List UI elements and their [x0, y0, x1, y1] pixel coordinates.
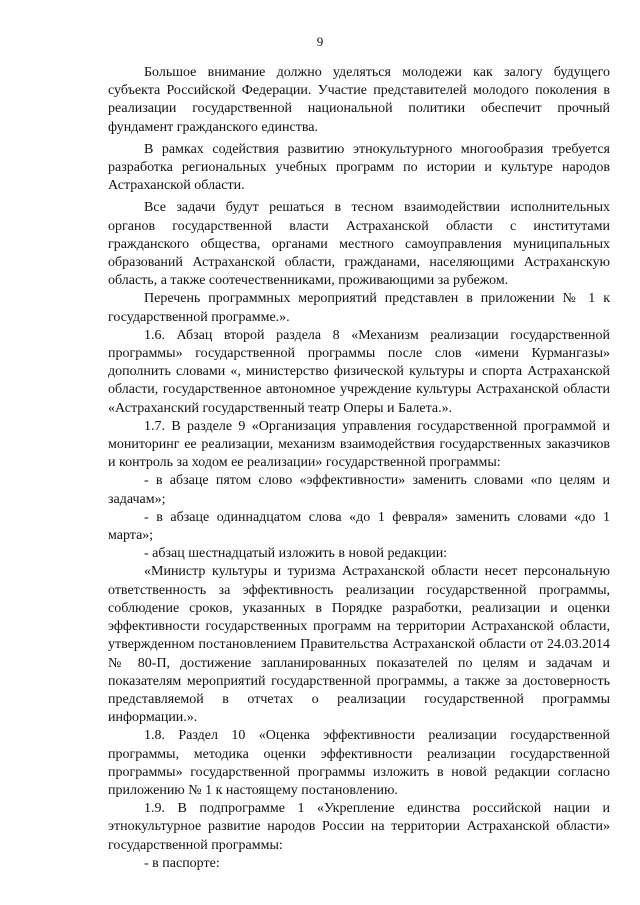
- paragraph-youth: Большое внимание должно уделяться молодежи как залогу будущего субъекта Российской Федерации. Участие представителей молодого поколения в реализации государственной национальной политики обеспечит прочный фундамент гражданского единства.: [108, 65, 610, 135]
- paragraph-ethnocultural: В рамках содействия развитию этнокультурного многообразия требуется разработка региональных учебных программ по истории и культуре народов Астраханской области.: [108, 141, 610, 194]
- paragraph-measures-list: Перечень программных мероприятий представлен в приложении № 1 к государственной программе.».: [108, 291, 610, 325]
- document-body: [108, 64, 610, 873]
- page-number: 9: [316, 34, 324, 49]
- paragraph-item-1-8: 1.8. Раздел 10 «Оценка эффективности реализации государственной программы, методика оценки эффективности реализации государственной программы» государственной программы изложить в новой редакции согласно приложению № 1 к настоящему постановлению.: [108, 728, 610, 798]
- paragraph-item-1-7-new-edition: - абзац шестнадцатый изложить в новой редакции:: [144, 546, 448, 562]
- paragraph-item-1-7: 1.7. В разделе 9 «Организация управления государственной программой и мониторинг ее реализации, механизм взаимодействия государственных заказчиков и контроль за ходом ее реализации» государственной программы:: [108, 418, 610, 471]
- paragraph-item-1-7-efficiency: - в абзаце пятом слово «эффективности» заменить словами «по целям и задачам»;: [108, 473, 610, 507]
- paragraph-item-1-9: 1.9. В подпрограмме 1 «Укрепление единства российской нации и этнокультурное развитие народов России на территории Астраханской области» государственной программы:: [108, 801, 610, 853]
- paragraph-minister-responsibility: «Министр культуры и туризма Астраханской области несет персональную ответственность за эффективность реализации государственной программы, соблюдение сроков, указанных в Порядке разработки, реализации и оценки эффективности государственных программ на территории Астраханской области, утвержденном постановлением Правительства Астраханской области от 24.03.2014 № 80-П, достижение запланированных показателей по целям и задачам и показателям мероприятий государственной программы, а также за достоверность представляемой в отчетах о реализации государственной программы информации.».: [108, 564, 610, 726]
- paragraph-item-1-6: 1.6. Абзац второй раздела 8 «Механизм реализации государственной программы» государственной программы после слов «имени Курмангазы» дополнить словами «, министерство физической культуры и спорта Астраханской области, государственное автономное учреждение культуры Астраханской области «Астраханский государственный театр Оперы и Балета.».: [108, 327, 610, 416]
- paragraph-item-1-7-deadline: - в абзаце одиннадцатом слова «до 1 февраля» заменить словами «до 1 марта»;: [108, 509, 610, 544]
- paragraph-passport: - в паспорте:: [144, 855, 220, 871]
- paragraph-tasks: Все задачи будут решаться в тесном взаимодействии исполнительных органов государственной власти Астраханской области с институтами гражданского общества, органами местного самоуправления муниципальных образований Астраханской области, гражданами, населяющими Астраханскую область, а также соотечественниками, проживающими за рубежом.: [108, 200, 610, 289]
